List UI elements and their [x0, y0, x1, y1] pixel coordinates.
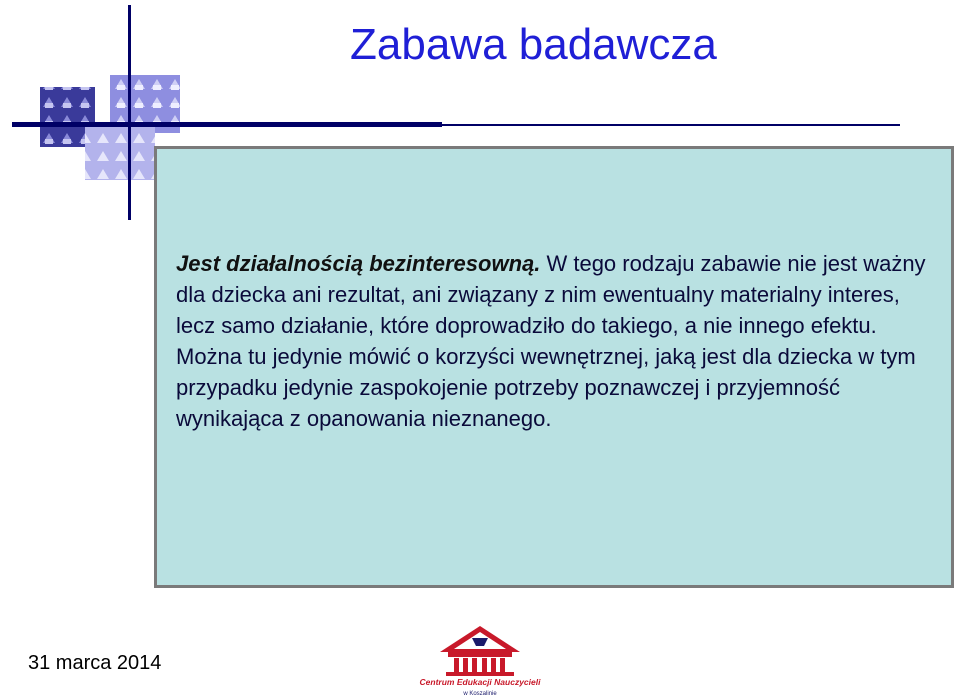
horizontal-rule-thick [12, 122, 442, 127]
footer-date: 31 marca 2014 [28, 652, 162, 674]
svg-text:Centrum Edukacji Nauczycieli: Centrum Edukacji Nauczycieli [419, 677, 541, 687]
body-emphasis: Jest działalnością bezinteresowną. [176, 251, 541, 276]
vertical-rule [128, 5, 131, 220]
body-text: W tego rodzaju zabawie nie jest ważny dla dziecka ani rezultat, ani związany z nim ewentualny materialny interes, lecz samo działanie, które doprowadziło do takiego, a nie innego efektu. Można tu jedynie mówić o korzyści wewnętrznej, jaką jest dla dziecka w tym przypadku jedynie zaspokojenie potrzeby poznawczej i przyjemność wynikająca z opanowania nieznanego. [176, 251, 926, 431]
cen-logo [410, 622, 550, 698]
horizontal-rule-thin [430, 124, 900, 126]
svg-text:w Koszalinie: w Koszalinie [463, 691, 497, 697]
body-paragraph [176, 248, 936, 434]
slide-title: Zabawa badawcza [350, 20, 717, 69]
